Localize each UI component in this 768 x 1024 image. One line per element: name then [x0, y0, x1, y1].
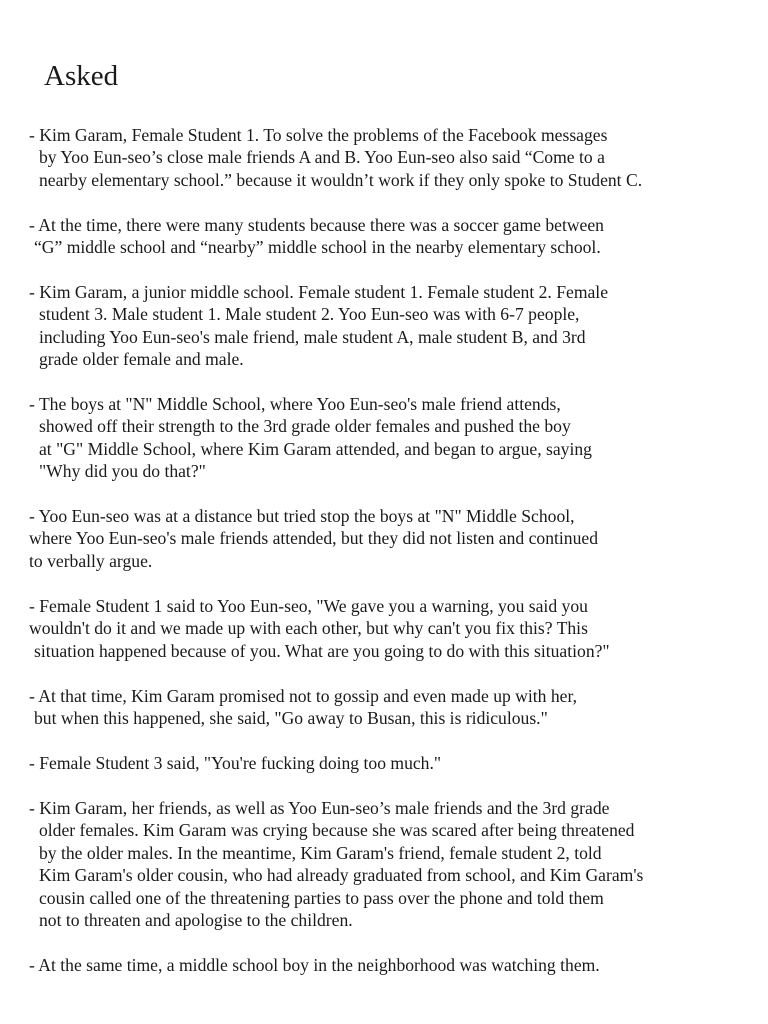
text-line: Kim Garam's older cousin, who had already graduated from school, and Kim Garam's — [39, 865, 644, 885]
text-line: situation happened because of you. What are you going to do with this situation?" — [34, 641, 610, 661]
text-line: - Female Student 1 said to Yoo Eun-seo, "We gave you a warning, you said you — [29, 596, 588, 616]
text-line: - At that time, Kim Garam promised not to gossip and even made up with her, — [29, 686, 578, 706]
text-line: but when this happened, she said, "Go away to Busan, this is ridiculous." — [34, 708, 548, 728]
text-line: showed off their strength to the 3rd grade older females and pushed the boy — [39, 416, 571, 436]
text-line: grade older female and male. — [39, 349, 244, 369]
text-line: including Yoo Eun-seo's male friend, male student A, male student B, and 3rd — [39, 327, 586, 347]
text-line: by the older males. In the meantime, Kim Garam's friend, female student 2, told — [39, 843, 602, 863]
text-line: wouldn't do it and we made up with each other, but why can't you fix this? This — [29, 618, 588, 638]
text-line: nearby elementary school.” because it wouldn’t work if they only spoke to Student C. — [39, 170, 643, 190]
text-line: not to threaten and apologise to the children. — [39, 910, 353, 930]
text-line: - Yoo Eun-seo was at a distance but tried stop the boys at "N" Middle School, — [29, 506, 575, 526]
text-line: "Why did you do that?" — [39, 461, 206, 481]
text-line: student 3. Male student 1. Male student 2. Yoo Eun-seo was with 6-7 people, — [39, 304, 580, 324]
text-line: by Yoo Eun-seo’s close male friends A and B. Yoo Eun-seo also said “Come to a — [39, 147, 605, 167]
text-line: - Kim Garam, Female Student 1. To solve the problems of the Facebook messages — [29, 125, 608, 145]
text-line: - The boys at "N" Middle School, where Yoo Eun-seo's male friend attends, — [29, 394, 561, 414]
text-line: older females. Kim Garam was crying because she was scared after being threatened — [39, 820, 635, 840]
text-line: where Yoo Eun-seo's male friends attended, but they did not listen and continued — [29, 528, 598, 548]
text-line: “G” middle school and “nearby” middle school in the nearby elementary school. — [34, 237, 601, 257]
page-title: Asked — [44, 60, 119, 92]
text-line: cousin called one of the threatening parties to pass over the phone and told them — [39, 888, 604, 908]
text-line: - Kim Garam, a junior middle school. Female student 1. Female student 2. Female — [29, 282, 609, 302]
text-line: to verbally argue. — [29, 551, 153, 571]
text-line: - Female Student 3 said, "You're fucking doing too much." — [29, 753, 442, 773]
text-line: - At the same time, a middle school boy in the neighborhood was watching them. — [29, 955, 600, 975]
text-line: - At the time, there were many students because there was a soccer game between — [29, 215, 604, 235]
text-line: - Kim Garam, her friends, as well as Yoo Eun-seo’s male friends and the 3rd grade — [29, 798, 610, 818]
text-line: at "G" Middle School, where Kim Garam attended, and began to argue, saying — [39, 439, 592, 459]
